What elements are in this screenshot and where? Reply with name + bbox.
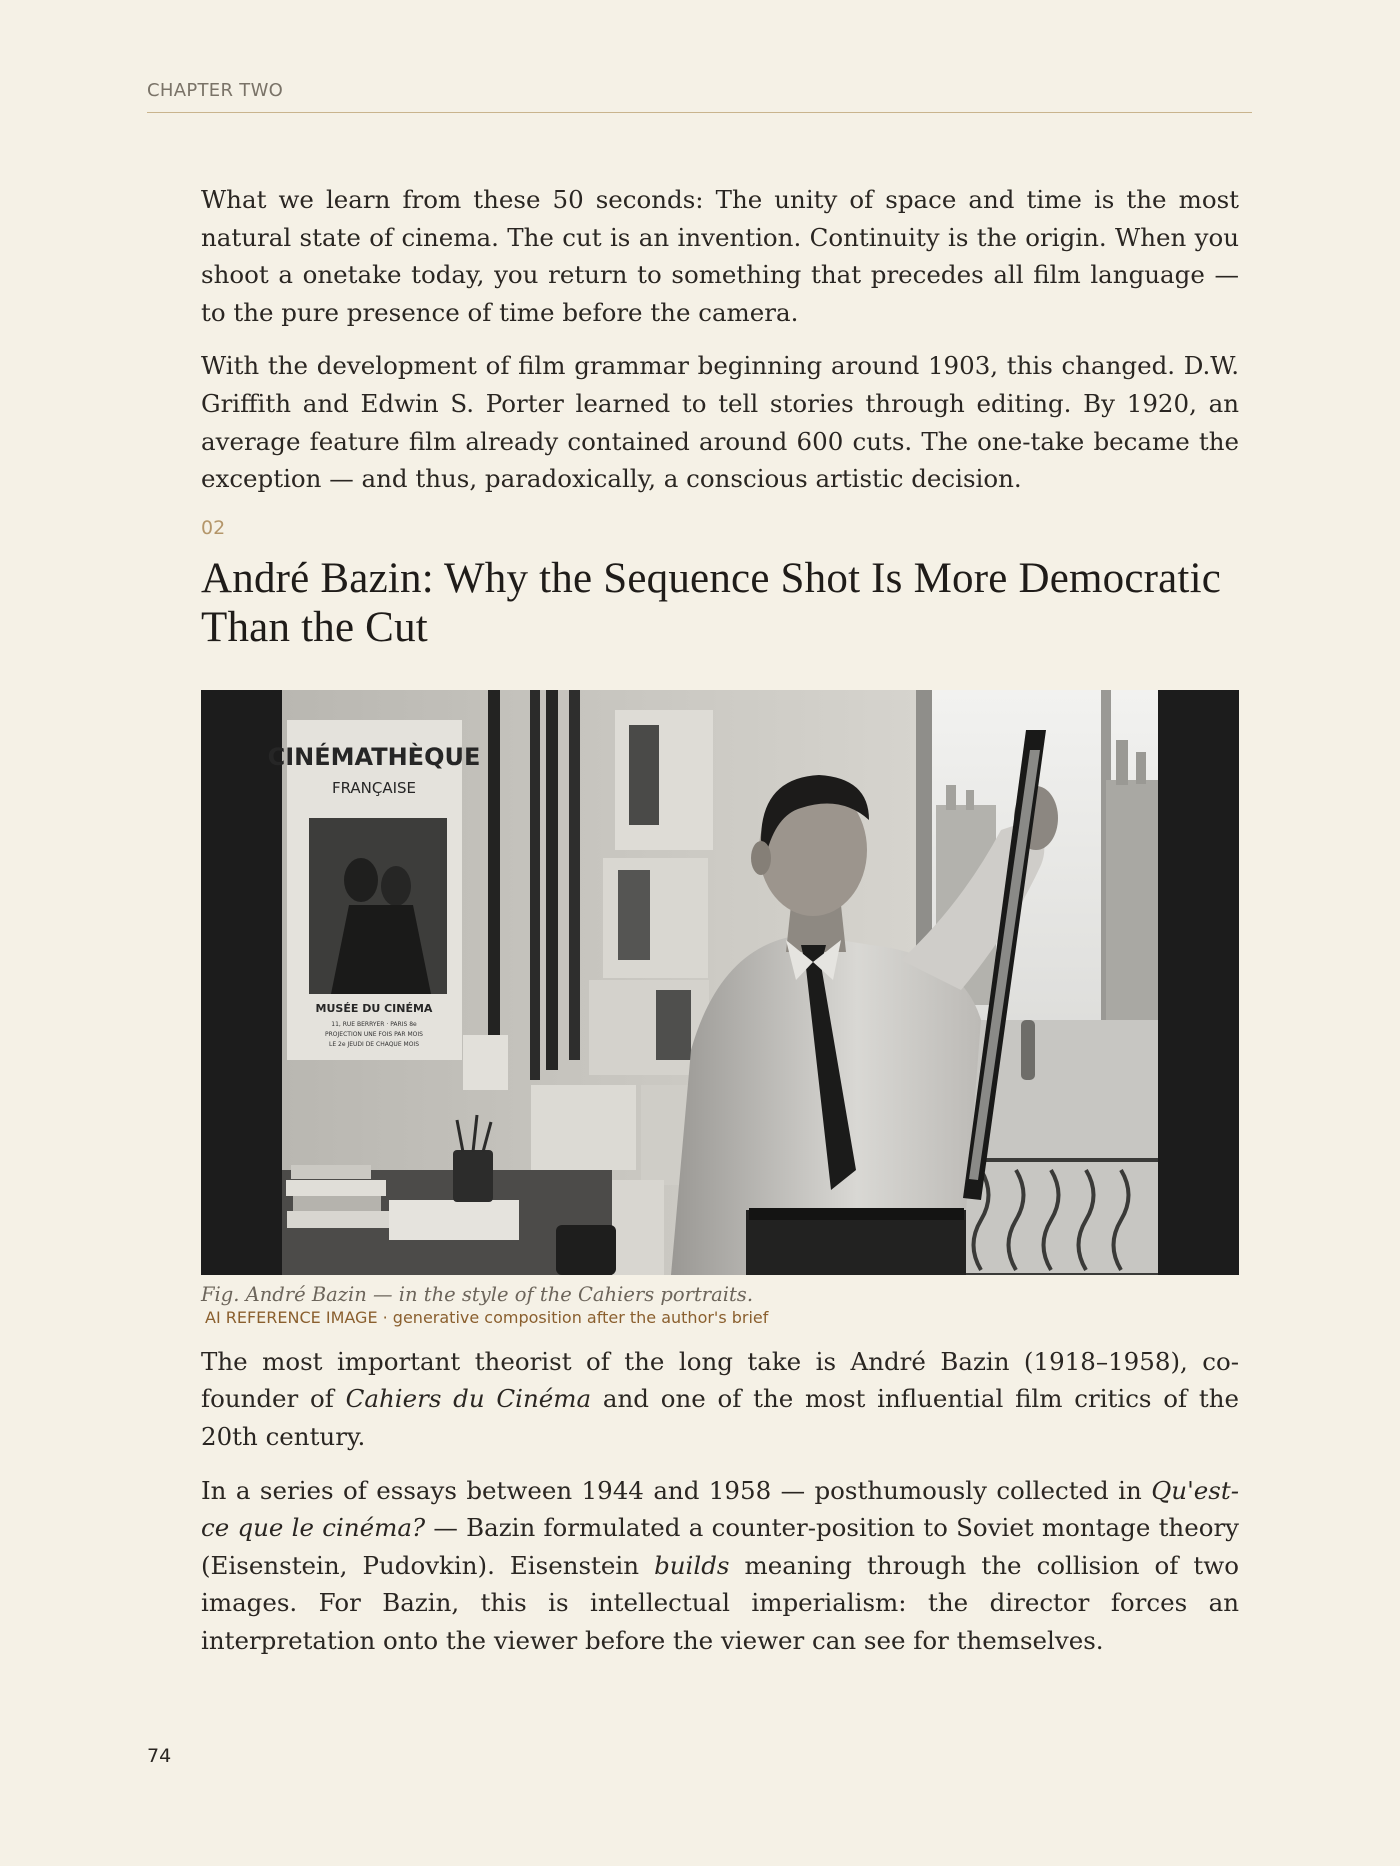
section-number: 02 — [201, 516, 226, 539]
figure-caption: Fig. André Bazin — in the style of the Cahiers portraits. — [201, 1282, 754, 1306]
poster-line: LE 2e JEUDI DE CHAQUE MOIS — [328, 1040, 420, 1048]
page-content — [201, 181, 1239, 1676]
portrait-illustration — [201, 690, 1239, 1275]
body-paragraph — [201, 1472, 1239, 1660]
bazin-portrait-figure — [201, 690, 1239, 1275]
text-run: — Bazin formulated a counter-position to Soviet montage theory (Eisenstein, Pudovkin). Eisenstein — [201, 1513, 1239, 1580]
text-run: In a series of essays between 1944 and 1958 — posthumously collected in — [201, 1475, 1152, 1505]
page-number: 74 — [147, 1745, 172, 1767]
italic-title: Qu'est-ce que le cinéma? — [201, 1475, 1239, 1543]
text-run: meaning through the collision of two images. For Bazin, this is intellectual imperialism: the director forces an interpretation onto the viewer before the viewer can see for themselves. — [201, 1550, 1239, 1655]
poster-subtitle: FRANÇAISE — [331, 778, 417, 797]
body-paragraph — [201, 1343, 1239, 1456]
section-title: André Bazin: Why the Sequence Shot Is More Democratic Than the Cut — [201, 554, 1222, 651]
ai-image-note: AI REFERENCE IMAGE · generative composition after the author's brief — [205, 1307, 769, 1327]
poster-line: MUSÉE DU CINÉMA — [315, 1001, 433, 1015]
body-paragraph: What we learn from these 50 seconds: The unity of space and time is the most natural state of cinema. The cut is an invention. Continuity is the origin. When you shoot a onetake today, you return to something that precedes all film language — to the pure presence of time before the camera. — [201, 185, 1239, 327]
running-head: CHAPTER TWO — [147, 80, 1252, 113]
text-run: The most important theorist of the long take is André Bazin (1918–1958), co-founder of — [201, 1346, 1239, 1414]
body-paragraph: With the development of film grammar beginning around 1903, this changed. D.W. Griffith and Edwin S. Porter learned to tell stories through editing. By 1920, an average feature film already contained around 600 cuts. The one-take became the exception — and thus, paradoxically, a conscious artistic decision. — [201, 351, 1239, 494]
text-run: and one of the most influential film critics of the 20th century. — [201, 1384, 1239, 1451]
poster-line: PROJECTION UNE FOIS PAR MOIS — [325, 1030, 423, 1038]
poster-line: 11, RUE BERRYER · PARIS 8e — [331, 1020, 417, 1028]
italic-emphasis: builds — [654, 1550, 730, 1580]
poster-title: CINÉMATHÈQUE — [267, 742, 481, 771]
cinematheque-poster — [268, 720, 481, 1060]
italic-title: Cahiers du Cinéma — [345, 1384, 592, 1414]
